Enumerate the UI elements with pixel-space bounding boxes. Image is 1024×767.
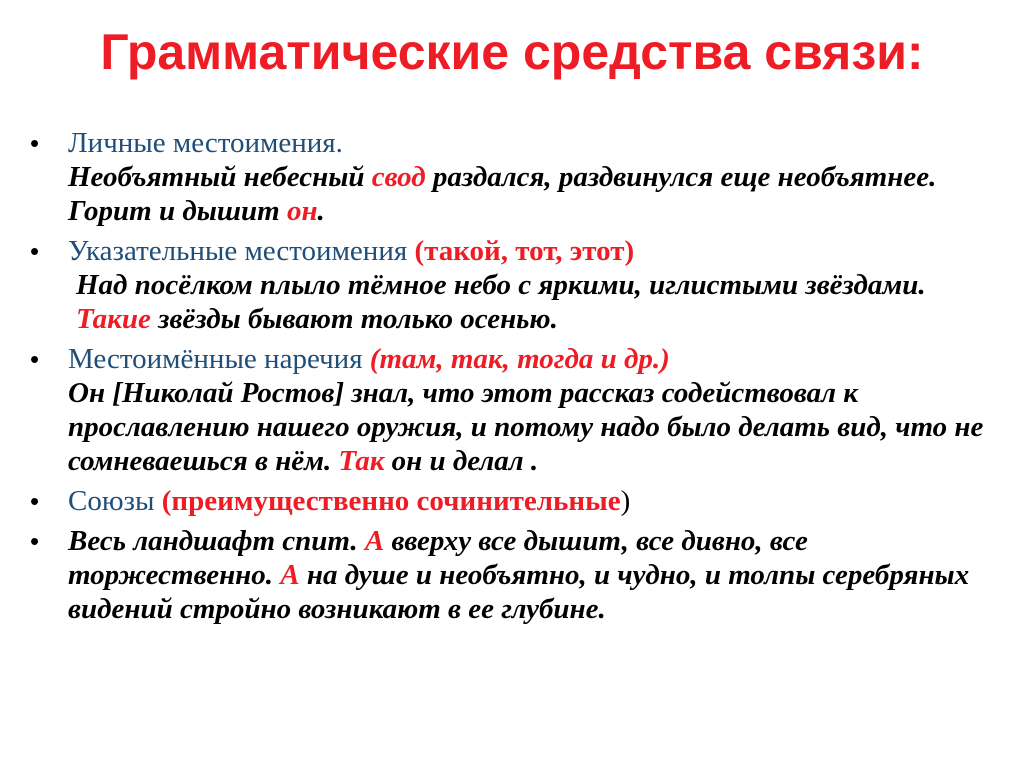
example-part: Он [Николай Ростов] знал, что этот рассказ содействовал к прославлению нашего оружия, и потому надо было делать вид, что не сомневаешься в нём. — [68, 377, 984, 477]
example-text — [68, 160, 988, 228]
list-item — [28, 342, 988, 478]
example-part: . — [317, 195, 325, 227]
item-heading — [68, 342, 988, 376]
heading-text: Указательные местоимения — [68, 235, 415, 267]
example-part: на душе и необъятно, и чудно, и толпы серебряных видений стройно возникают в ее глубине. — [68, 559, 970, 625]
bullet-icon: • — [30, 128, 40, 158]
example-part: вверху все дышит, все дивно, все торжественно. — [68, 525, 808, 591]
bullet-icon: • — [30, 236, 40, 266]
heading-note: (такой, тот, этот) — [414, 235, 635, 267]
example-part: звёзды бывают только осенью. — [150, 303, 558, 335]
example-part: Над посёлком плыло тёмное небо с яркими, иглистыми звёздами. — [76, 269, 926, 301]
highlight-word: он — [286, 195, 318, 227]
example-part: Весь ландшафт спит. — [68, 525, 365, 557]
example-part: Необъятный небесный — [68, 161, 372, 193]
heading-note-close: ) — [620, 485, 631, 517]
list-item — [28, 524, 988, 626]
example-text — [68, 268, 988, 336]
highlight-word: Такие — [76, 303, 151, 335]
example-text — [68, 524, 988, 626]
example-text — [68, 376, 988, 478]
highlight-word: свод — [371, 161, 426, 193]
highlight-word: А — [364, 525, 385, 557]
slide-title: Грамматические средства связи: — [100, 24, 924, 80]
heading-text: Местоимённые наречия — [68, 343, 370, 375]
slide-body — [28, 126, 988, 632]
example-part: раздался, раздвинулся еще необъятнее. Горит и дышит — [68, 161, 937, 227]
list-item — [28, 126, 988, 228]
highlight-word: А — [280, 559, 300, 591]
list-item — [28, 484, 988, 518]
heading-note: (преимущественно сочинительные — [161, 485, 621, 517]
item-heading — [68, 234, 988, 268]
item-heading — [68, 126, 988, 160]
list-item — [28, 234, 988, 336]
bullet-icon: • — [30, 526, 40, 556]
heading-text: Личные местоимения. — [68, 127, 343, 159]
example-part: он и делал . — [384, 445, 539, 477]
heading-text: Союзы — [68, 485, 162, 517]
bullet-icon: • — [30, 344, 40, 374]
item-heading — [68, 484, 988, 518]
heading-note: (там, так, тогда и др.) — [369, 343, 670, 375]
bullet-icon: • — [30, 486, 40, 516]
highlight-word: Так — [338, 445, 385, 477]
